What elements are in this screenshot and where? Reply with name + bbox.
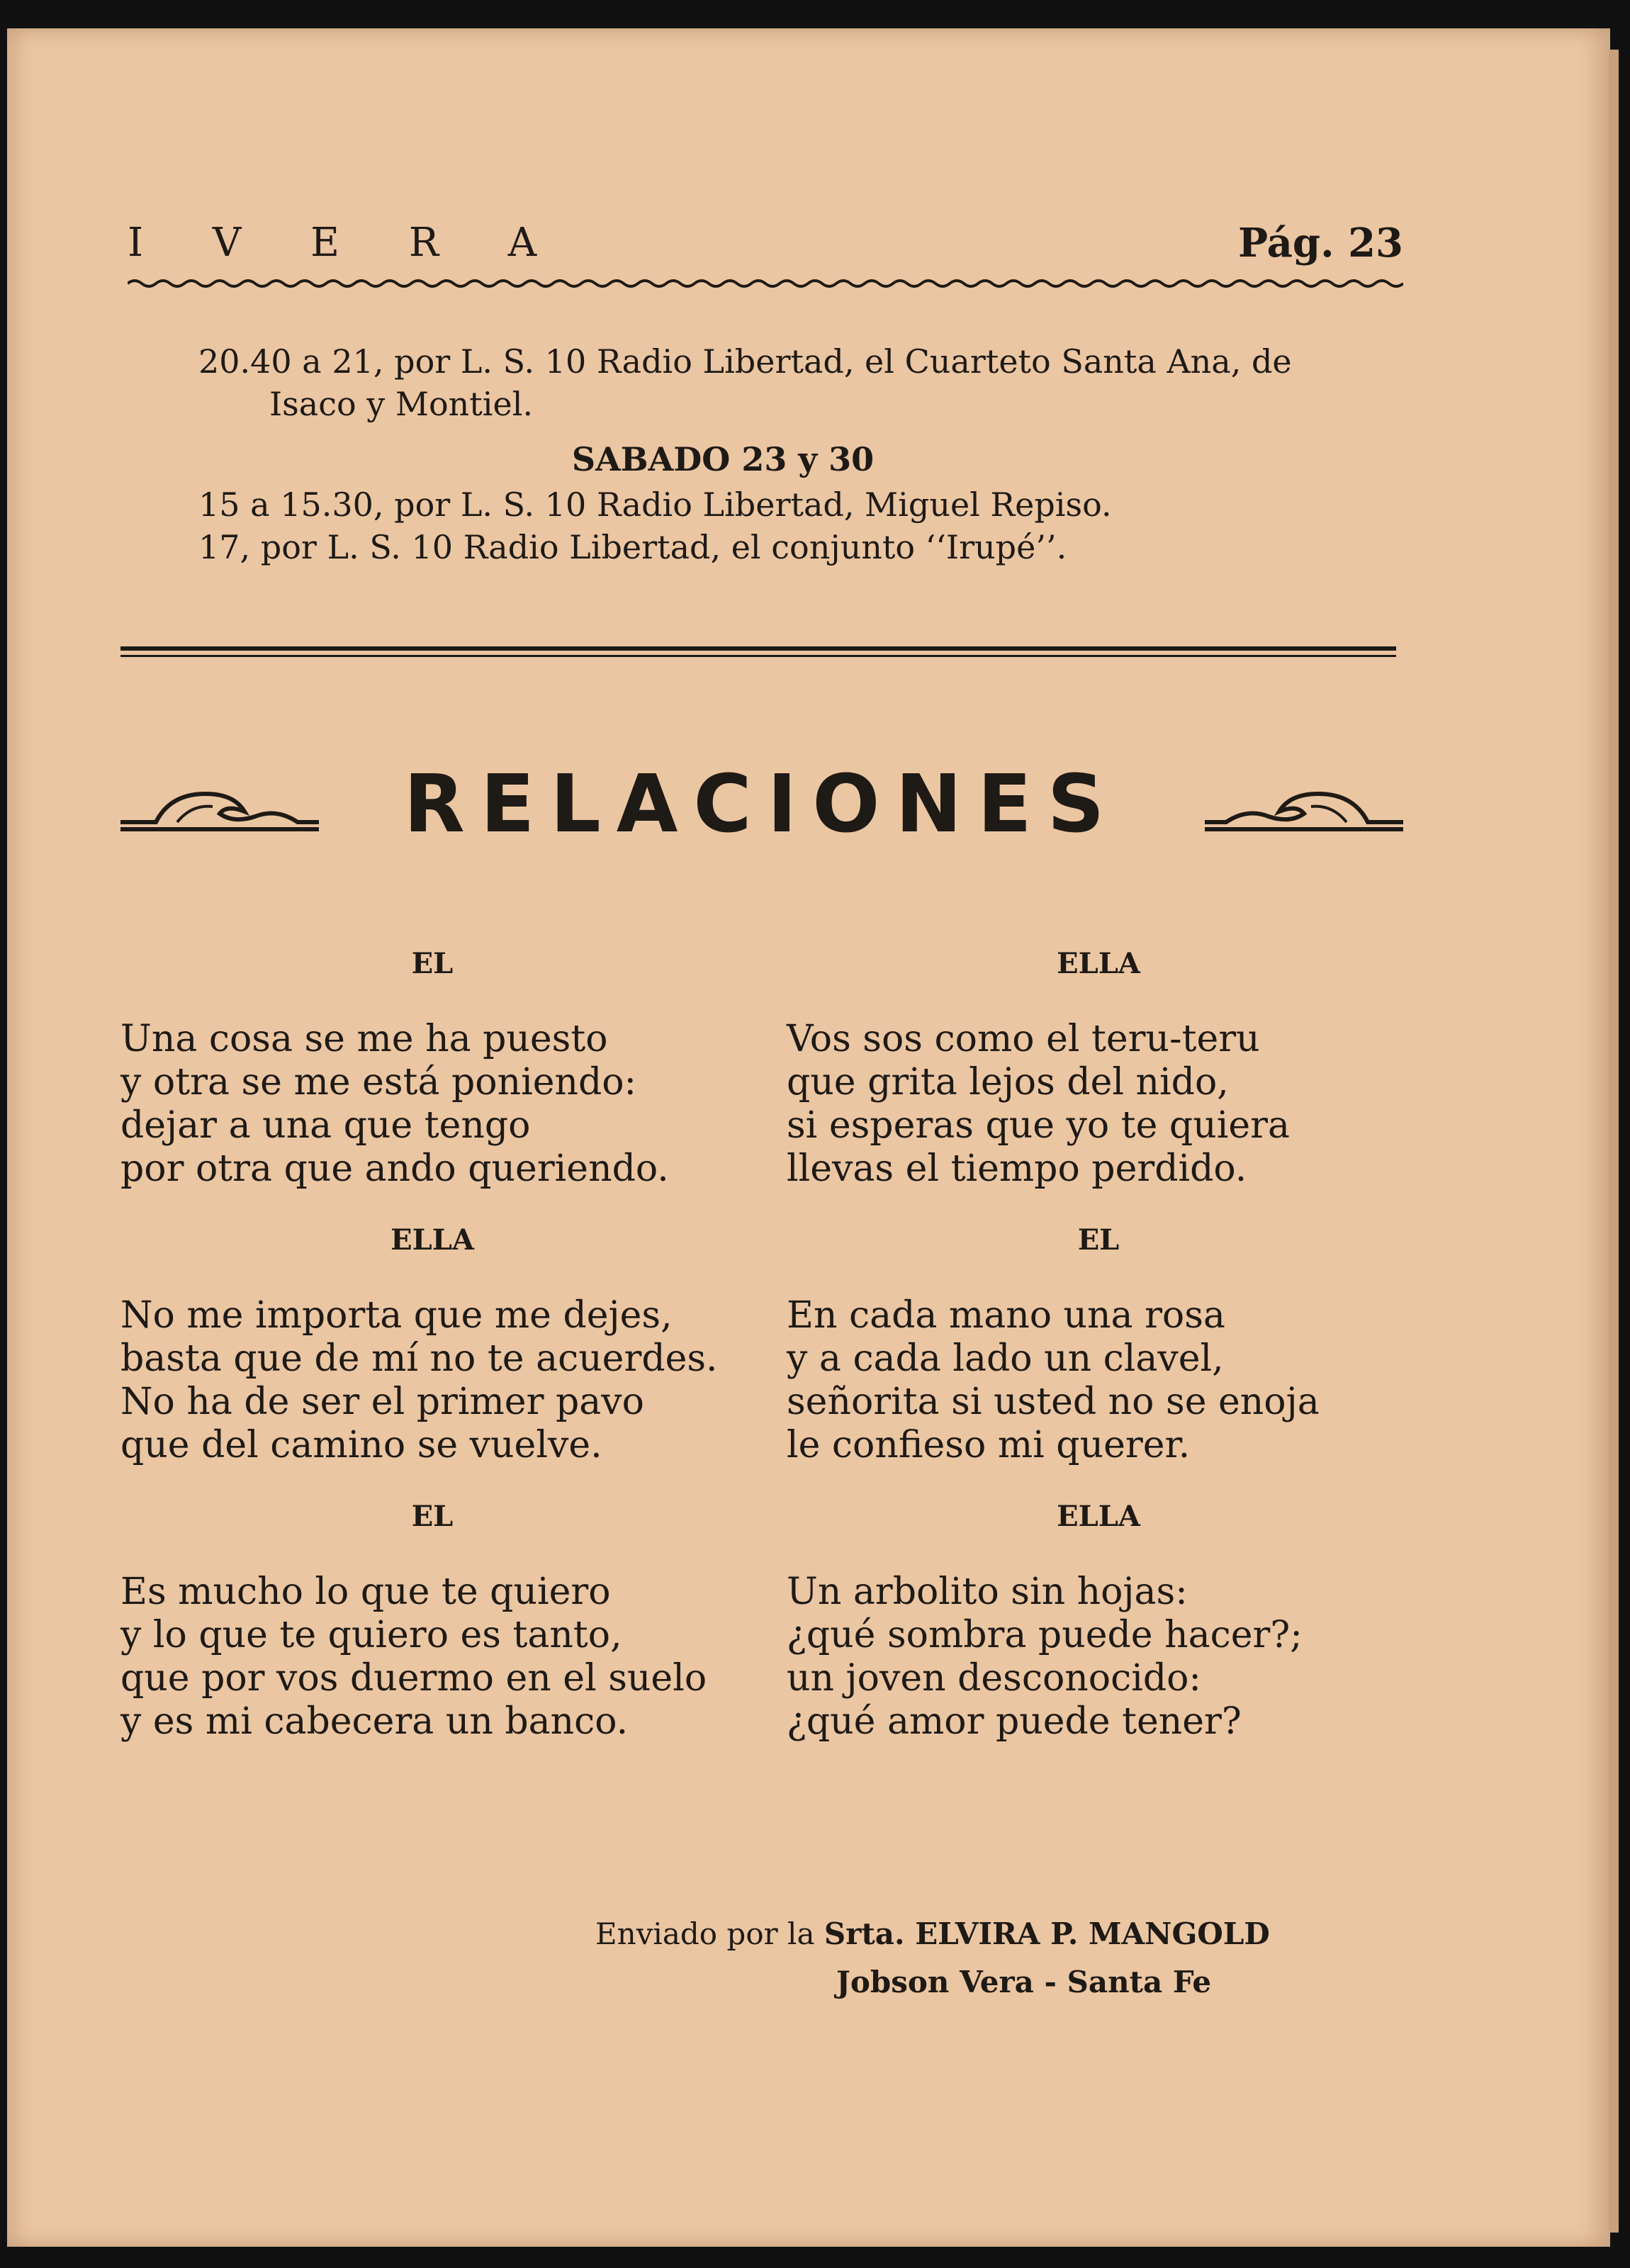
verse: y otra se me está poniendo: — [120, 1061, 637, 1104]
verse: Una cosa se me ha puesto — [120, 1018, 608, 1060]
verse: dejar a una que tengo — [120, 1104, 531, 1147]
verse: No ha de ser el primer pavo — [120, 1381, 644, 1423]
signature-block — [595, 1910, 1375, 2006]
speaker-label: EL — [411, 1500, 454, 1533]
verse: y lo que te quiero es tanto, — [120, 1614, 622, 1656]
section-title: RELACIONES — [403, 758, 1120, 850]
stanza — [787, 1018, 1410, 1191]
speaker-label: ELLA — [1057, 1500, 1140, 1533]
wavy-rule — [128, 278, 1403, 289]
verse: y es mi cabecera un banco. — [120, 1700, 629, 1743]
verse: basta que de mí no te acuerdes. — [120, 1337, 718, 1380]
speaker-label: ELLA — [1057, 947, 1140, 980]
stanza — [120, 1571, 744, 1744]
verse: ¿qué sombra puede hacer?; — [787, 1614, 1303, 1656]
schedule-line-continued: Isaco y Montiel. — [269, 385, 534, 423]
verse: No me importa que me dejes, — [120, 1294, 673, 1337]
journal-title: I V E R A — [128, 220, 566, 266]
stanza — [120, 1294, 744, 1467]
verse: que del camino se vuelve. — [120, 1424, 602, 1466]
verse: que grita lejos del nido, — [787, 1061, 1229, 1104]
magazine-page — [7, 28, 1610, 2247]
page-edge — [1609, 50, 1619, 2233]
stanza — [120, 1018, 744, 1191]
radio-schedule — [198, 340, 1332, 568]
sent-by-label: Enviado por la — [595, 1916, 815, 1951]
schedule-line: 15 a 15.30, por L. S. 10 Radio Libertad, Miguel Repiso. — [198, 485, 1112, 524]
left-column — [120, 943, 744, 1772]
verse: ¿qué amor puede tener? — [787, 1700, 1242, 1743]
verse: señorita si usted no se enoja — [787, 1381, 1320, 1423]
speaker-label: ELLA — [390, 1223, 474, 1257]
schedule-line: 17, por L. S. 10 Radio Libertad, el conjunto ‘‘Irupé’’. — [198, 528, 1067, 566]
verse: si esperas que yo te quiera — [787, 1104, 1290, 1147]
speaker-label: EL — [411, 947, 454, 980]
section-title-row — [113, 758, 1410, 872]
page-header — [113, 191, 1403, 276]
speaker-label: EL — [1077, 1223, 1120, 1257]
verse: En cada mano una rosa — [787, 1294, 1225, 1337]
schedule-day-heading: SABADO 23 y 30 — [571, 440, 875, 478]
verse: y a cada lado un clavel, — [787, 1337, 1224, 1380]
verse: Vos sos como el teru-teru — [787, 1018, 1260, 1060]
double-rule-divider — [120, 645, 1396, 661]
stanza — [787, 1571, 1410, 1744]
right-column — [787, 943, 1410, 1772]
sender-name: Srta. ELVIRA P. MANGOLD — [824, 1916, 1270, 1951]
schedule-line: 20.40 a 21, por L. S. 10 Radio Libertad, el Cuarteto Santa Ana, de — [198, 342, 1292, 381]
page-number: Pág. 23 — [1238, 220, 1403, 266]
sender-location: Jobson Vera - Santa Fe — [836, 1965, 1212, 1999]
sender-line — [595, 1910, 1375, 1958]
stanza — [787, 1294, 1410, 1467]
verse: por otra que ando queriendo. — [120, 1147, 669, 1190]
verse: le confieso mi querer. — [787, 1424, 1191, 1466]
verse: llevas el tiempo perdido. — [787, 1147, 1247, 1190]
verse: que por vos duermo en el suelo — [120, 1657, 707, 1700]
verse: Es mucho lo que te quiero — [120, 1571, 611, 1613]
verse: un joven desconocido: — [787, 1657, 1201, 1700]
verse: Un arbolito sin hojas: — [787, 1571, 1188, 1613]
ornament-right-icon — [1198, 773, 1410, 836]
